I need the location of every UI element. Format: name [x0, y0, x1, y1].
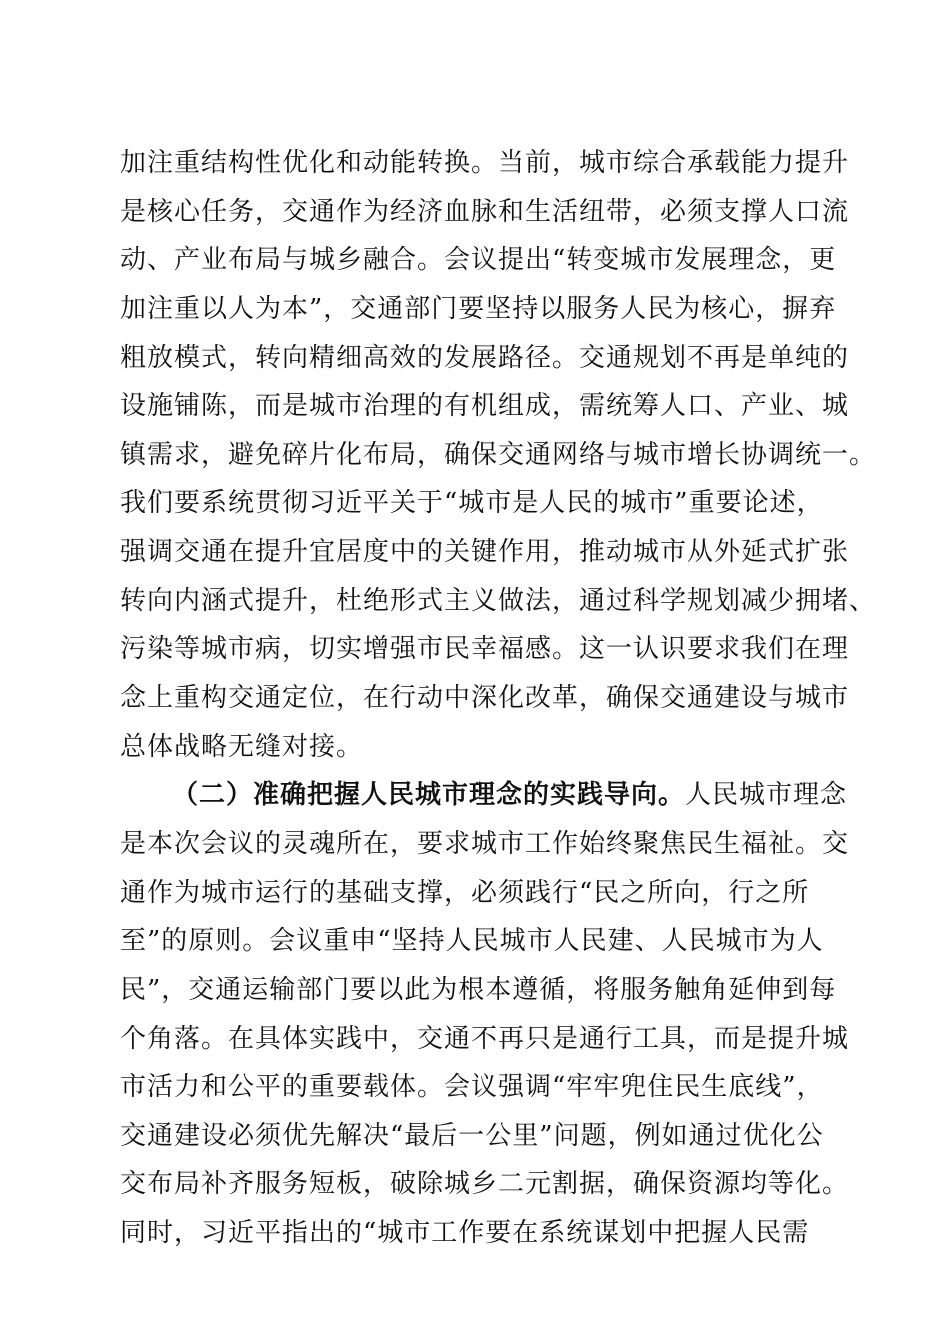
- body-line: 交通建设必须优先解决“最后一公里”问题，例如通过优化公: [120, 1120, 824, 1151]
- body-line: 交布局补齐服务短板，破除城乡二元割据，确保资源均等化。: [120, 1169, 850, 1200]
- body-line: 我们要系统贯彻习近平关于“城市是人民的城市”重要论述，: [120, 488, 824, 519]
- body-line: 总体战略无缝对接。: [120, 731, 364, 762]
- body-line: 通作为城市运行的基础支撑，必须践行“民之所向，行之所: [120, 877, 810, 908]
- body-line: 是核心任务，交通作为经济血脉和生活纽带，必须支撑人口流: [120, 196, 850, 227]
- body-line: 强调交通在提升宜居度中的关键作用，推动城市从外延式扩张: [120, 537, 850, 568]
- body-line: 镇需求，避免碎片化布局，确保交通网络与城市增长协调统一。: [120, 439, 877, 470]
- body-line: 粗放模式，转向精细高效的发展路径。交通规划不再是单纯的: [120, 342, 850, 373]
- body-line: 动、产业布局与城乡融合。会议提出“转变城市发展理念，更: [120, 245, 837, 276]
- section-first-line-text: 人民城市理念: [685, 780, 848, 811]
- body-line: 念上重构交通定位，在行动中深化改革，确保交通建设与城市: [120, 683, 850, 714]
- body-line: 同时，习近平指出的“城市工作要在系统谋划中把握人民需: [120, 1218, 810, 1249]
- body-line: 民”，交通运输部门要以此为根本遵循，将服务触角延伸到每: [120, 974, 837, 1005]
- body-line: 加注重以人为本”，交通部门要坚持以服务人民为核心，摒弃: [120, 293, 837, 324]
- body-line: 加注重结构性优化和动能转换。当前，城市综合承载能力提升: [120, 148, 850, 178]
- section-heading: （二）准确把握人民城市理念的实践导向。: [172, 780, 686, 811]
- body-line: 污染等城市病，切实增强市民幸福感。这一认识要求我们在理: [120, 634, 850, 665]
- body-line: 至”的原则。会议重申“坚持人民城市人民建、人民城市为人: [120, 926, 824, 957]
- document-body: [120, 139, 877, 1258]
- body-line: 转向内涵式提升，杜绝形式主义做法，通过科学规划减少拥堵、: [120, 585, 877, 616]
- body-line: 设施铺陈，而是城市治理的有机组成，需统筹人口、产业、城: [120, 391, 850, 422]
- section-heading-line: [120, 771, 848, 820]
- body-line: 个角落。在具体实践中，交通不再只是通行工具，而是提升城: [120, 1023, 850, 1054]
- body-line: 是本次会议的灵魂所在，要求城市工作始终聚焦民生福祉。交: [120, 828, 850, 859]
- body-line: 市活力和公平的重要载体。会议强调“牢牢兜住民生底线”，: [120, 1072, 824, 1103]
